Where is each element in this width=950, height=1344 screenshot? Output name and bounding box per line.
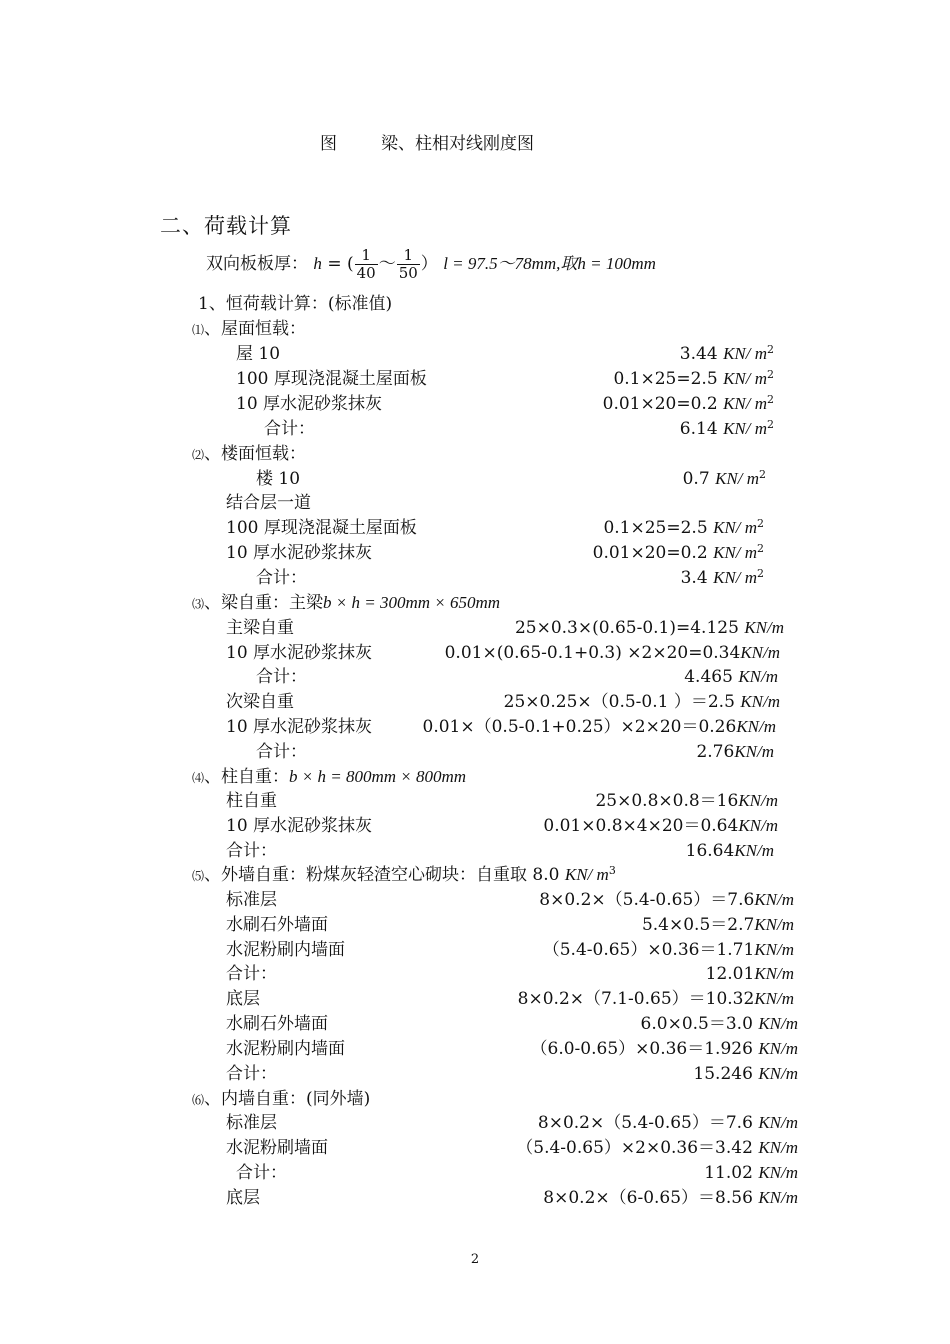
dead-load-title: 1、恒荷载计算：(标准值) — [198, 294, 393, 314]
figure-label: 图 — [320, 134, 337, 154]
inner-wall-heading: ⑹、内墙自重：(同外墙) — [192, 1089, 371, 1109]
column-total-label: 合计： — [226, 841, 277, 861]
inner-wall-total-label: 合计： — [236, 1163, 287, 1183]
floor-heading: ⑵、楼面恒载： — [192, 444, 307, 464]
floor-row-label: 结合层一道 — [226, 493, 311, 513]
column-heading: ⑷、柱自重：b × h = 800mm × 800mm — [192, 767, 467, 787]
beam-row-value: 0.01×（0.5-0.1+0.25）×2×20＝0.26KN/m — [422, 717, 776, 737]
roof-row-value: 3.44 KN/ $m^2$ — [679, 343, 774, 364]
floor-row-value: 0.7 KN/ $m^2$ — [682, 468, 766, 489]
outer-wall-row-value: （6.0-0.65）×0.36＝1.926 KN/m — [530, 1039, 798, 1059]
roof-heading: ⑴、屋面恒载： — [192, 319, 307, 339]
floor-row-label: 楼 10 — [256, 469, 301, 489]
floor-row-value: 0.1×25=2.5 KN/ $m^2$ — [603, 517, 764, 538]
outer-wall-total-label: 合计： — [226, 1064, 277, 1084]
formula-h: h — [313, 254, 322, 273]
outer-wall-total-label: 合计： — [226, 964, 277, 984]
beam-row-label: 次梁自重 — [226, 692, 294, 712]
beam-row-label: 主梁自重 — [226, 618, 294, 638]
column-total-value: 16.64KN/m — [685, 841, 774, 861]
floor-row-label: 100 厚现浇混凝土屋面板 — [226, 518, 417, 538]
beam-total-value: 4.465 KN/m — [684, 667, 778, 687]
column-row-value: 25×0.8×0.8＝16KN/m — [595, 791, 778, 811]
beam-row-value: 25×0.3×(0.65-0.1)=4.125 KN/m — [514, 618, 784, 638]
outer-wall-total-value: 12.01KN/m — [705, 964, 794, 984]
roof-row-label: 100 厚现浇混凝土屋面板 — [236, 369, 427, 389]
fraction-1-40: $\frac{1}{40}$ — [356, 246, 376, 282]
slab-thickness-formula — [206, 242, 656, 290]
roof-total-label: 合计： — [264, 419, 315, 439]
inner-wall-row-value: 8×0.2×（5.4-0.65）＝7.6 KN/m — [537, 1113, 798, 1133]
outer-wall-row-value: 8×0.2×（7.1-0.65）＝10.32KN/m — [517, 989, 794, 1009]
outer-wall-row-value: 6.0×0.5＝3.0 KN/m — [640, 1014, 798, 1034]
inner-wall-row-value: （5.4-0.65）×2×0.36＝3.42 KN/m — [516, 1138, 798, 1158]
roof-row-label: 屋 10 — [236, 344, 281, 364]
floor-total-label: 合计： — [256, 568, 307, 588]
floor-total-value: 3.4 KN/ $m^2$ — [680, 567, 764, 588]
beam-total-value: 2.76KN/m — [696, 742, 774, 762]
inner-wall-row-value: 8×0.2×（6-0.65）＝8.56 KN/m — [543, 1188, 798, 1208]
outer-wall-row-label: 水刷石外墙面 — [226, 1014, 328, 1034]
outer-wall-total-value: 15.246 KN/m — [693, 1064, 798, 1084]
outer-wall-row-value: 8×0.2×（5.4-0.65）＝7.6KN/m — [539, 890, 794, 910]
outer-wall-heading: ⑸、外墙自重：粉煤灰轻渣空心砌块：自重取 8.0 KN/ $m^3$ — [192, 864, 616, 885]
fraction-1-50: $\frac{1}{50}$ — [398, 246, 418, 282]
outer-wall-row-label: 水泥粉刷内墙面 — [226, 940, 345, 960]
roof-row-value: 0.01×20=0.2 KN/ $m^2$ — [602, 393, 774, 414]
beam-total-label: 合计： — [256, 667, 307, 687]
inner-wall-row-label: 底层 — [226, 1188, 260, 1208]
formula-result: l = 97.5～78mm,取h = 100mm — [443, 254, 656, 273]
outer-wall-row-label: 标准层 — [226, 890, 277, 910]
floor-row-label: 10 厚水泥砂浆抹灰 — [226, 543, 373, 563]
roof-row-label: 10 厚水泥砂浆抹灰 — [236, 394, 383, 414]
figure-title: 梁、柱相对线刚度图 — [381, 134, 534, 154]
outer-wall-row-label: 底层 — [226, 989, 260, 1009]
figure-caption — [320, 134, 534, 154]
beam-row-label: 10 厚水泥砂浆抹灰 — [226, 717, 373, 737]
outer-wall-row-value: （5.4-0.65）×0.36＝1.71KN/m — [542, 940, 794, 960]
outer-wall-row-label: 水刷石外墙面 — [226, 915, 328, 935]
inner-wall-total-value: 11.02 KN/m — [704, 1163, 798, 1183]
outer-wall-row-value: 5.4×0.5＝2.7KN/m — [641, 915, 794, 935]
outer-wall-row-label: 水泥粉刷内墙面 — [226, 1039, 345, 1059]
beam-row-label: 10 厚水泥砂浆抹灰 — [226, 643, 373, 663]
section-heading: 二、荷载计算 — [160, 214, 292, 238]
column-row-label: 柱自重 — [226, 791, 277, 811]
roof-total-value: 6.14 KN/ $m^2$ — [679, 418, 774, 439]
floor-row-value: 0.01×20=0.2 KN/ $m^2$ — [592, 542, 764, 563]
column-row-label: 10 厚水泥砂浆抹灰 — [226, 816, 373, 836]
inner-wall-row-label: 标准层 — [226, 1113, 277, 1133]
column-row-value: 0.01×0.8×4×20＝0.64KN/m — [543, 816, 778, 836]
beam-row-value: 25×0.25×（0.5-0.1 ）＝2.5 KN/m — [503, 692, 780, 712]
page-number: 2 — [470, 1252, 480, 1267]
beam-heading: ⑶、梁自重：主梁b × h = 300mm × 650mm — [192, 593, 501, 613]
formula-eq: = ( — [327, 254, 354, 274]
inner-wall-row-label: 水泥粉刷墙面 — [226, 1138, 328, 1158]
formula-tilde: ～ — [378, 254, 396, 274]
beam-total-label: 合计： — [256, 742, 307, 762]
roof-row-value: 0.1×25=2.5 KN/ $m^2$ — [613, 368, 774, 389]
beam-row-value: 0.01×(0.65-0.1+0.3) ×2×20=0.34KN/m — [444, 643, 780, 663]
formula-close: ） — [420, 254, 438, 274]
formula-label: 双向板板厚： — [206, 254, 308, 274]
